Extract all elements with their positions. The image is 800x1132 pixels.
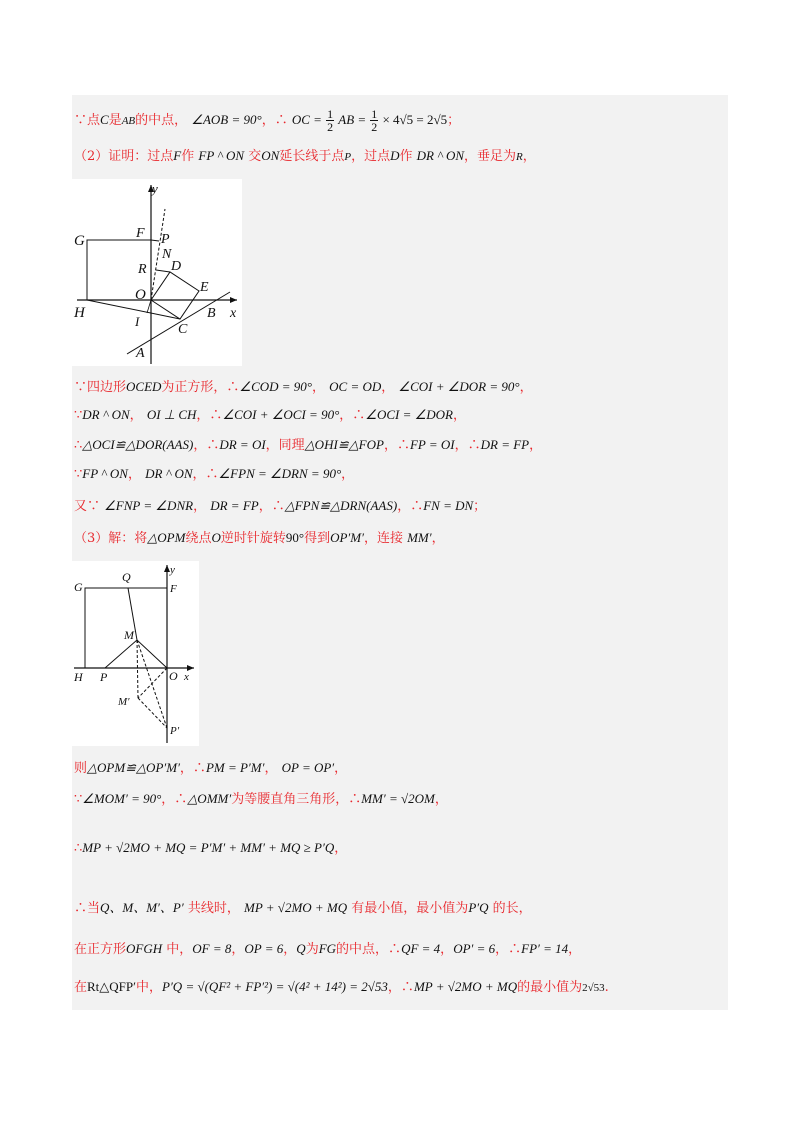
text-line5-k: ， bbox=[529, 438, 543, 453]
text-line5-h: FP = OI bbox=[409, 437, 455, 452]
text-fig2-labels-0: y bbox=[170, 564, 175, 576]
text-line13-d: OF = 8 bbox=[192, 941, 232, 956]
text-line6-d: DR ^ ON bbox=[145, 466, 193, 481]
line-14 bbox=[74, 977, 609, 998]
text-line9-f: OP = OP′ bbox=[281, 760, 335, 775]
text-line3-d: ∠COD = 90° bbox=[239, 379, 312, 394]
text-fig1-labels-7: E bbox=[200, 280, 209, 295]
text-line3-e: ， bbox=[312, 380, 326, 395]
text-line14-f: MP + √2MO + MQ bbox=[413, 979, 518, 994]
text-line5-c: ，∴ bbox=[193, 438, 220, 453]
text-line7-b: ∠FNP = ∠DNR bbox=[104, 498, 194, 513]
text-fig2-labels-9: M′ bbox=[118, 696, 130, 708]
text-line3-h: ∠COI + ∠DOR = 90° bbox=[398, 379, 520, 394]
text-line14-i: . bbox=[604, 980, 609, 995]
text-line3-b: OCED bbox=[126, 379, 162, 394]
text-line4-h: ∠OCI = ∠DOR bbox=[365, 407, 453, 422]
text-line2-l: DR ^ ON bbox=[416, 148, 464, 163]
text-line9-g: ， bbox=[334, 761, 348, 776]
text-line2-a: （2）证明：过点 bbox=[74, 149, 174, 164]
text-fig1-labels-0: y bbox=[152, 181, 158, 196]
text-line7-f: △FPN≌△DRN(AAS) bbox=[284, 498, 398, 513]
text-fig1-labels-8: O bbox=[135, 287, 146, 303]
line-3 bbox=[74, 377, 533, 398]
text-line13-k: 的中点，∴ bbox=[336, 942, 402, 957]
text-fig2-labels-5: H bbox=[74, 670, 83, 684]
text-line2-e: 交 bbox=[248, 149, 262, 164]
text-line5-b: △OCI≌△DOR(AAS) bbox=[82, 437, 194, 452]
text-line2-d: FP ^ ON bbox=[198, 148, 245, 163]
text-line5-g: ，∴ bbox=[383, 438, 410, 453]
text-line7-d: DR = FP bbox=[210, 498, 259, 513]
text-line5-a: ∴ bbox=[74, 438, 83, 453]
text-line4-i: ， bbox=[452, 408, 466, 423]
text-line1-f: ∠AOB = 90° bbox=[191, 112, 262, 127]
text-line5-e: ，同理 bbox=[265, 438, 305, 453]
text-line9-d: PM = P′M′ bbox=[205, 760, 265, 775]
text-line7-c: ， bbox=[193, 499, 207, 514]
text-line2-n: R bbox=[516, 151, 523, 163]
text-line3-g: ， bbox=[381, 380, 395, 395]
text-line11-a: ∴ bbox=[74, 841, 83, 856]
text-line8-j: MM′ bbox=[407, 530, 432, 545]
text-line3-i: ， bbox=[519, 380, 533, 395]
text-line1-d: AB bbox=[121, 115, 136, 127]
line-2 bbox=[74, 146, 536, 167]
text-line14-b: Rt△QFP′ bbox=[87, 979, 136, 994]
text-line4-a: ∵ bbox=[74, 408, 83, 423]
text-fig2-labels-7: O bbox=[169, 669, 178, 683]
text-fig1-labels-12: x bbox=[230, 306, 237, 321]
text-line12-e: 有最小值，最小值为 bbox=[351, 901, 469, 916]
text-line13-m: ， bbox=[440, 942, 454, 957]
text-line9-c: ，∴ bbox=[179, 761, 206, 776]
text-fig2-labels-6: P bbox=[100, 670, 108, 684]
text-line6-e: ，∴ bbox=[192, 467, 219, 482]
text-fig2-labels-10: P′ bbox=[170, 725, 180, 737]
text-line8-f: 90° bbox=[285, 530, 305, 545]
line-13 bbox=[74, 939, 581, 960]
text-fig1-labels-11: B bbox=[207, 306, 216, 321]
text-fig1-labels-1: G bbox=[74, 233, 85, 249]
line-1 bbox=[74, 108, 460, 133]
text-line4-e: ，∴ bbox=[196, 408, 223, 423]
text-line14-c: 中， bbox=[136, 980, 163, 995]
text-line2-f: ON bbox=[261, 148, 280, 163]
text-line6-b: FP ^ ON bbox=[82, 466, 128, 481]
text-line8-d: O bbox=[211, 530, 221, 545]
text-line2-g: 延长线于点 bbox=[279, 149, 345, 164]
text-line13-g: ， bbox=[283, 942, 297, 957]
line-5 bbox=[74, 435, 542, 456]
text-line8-b: △OPM bbox=[147, 530, 186, 545]
text-line8-c: 绕点 bbox=[185, 531, 212, 546]
text-line12-g: 的长， bbox=[492, 901, 532, 916]
text-fig1-labels-4: N bbox=[162, 247, 172, 262]
text-line3-c: 为正方形，∴ bbox=[161, 380, 240, 395]
fraction-half-2 bbox=[370, 108, 378, 133]
text-line5-j: DR = FP bbox=[480, 437, 530, 452]
text-line13-c: 中， bbox=[166, 942, 193, 957]
text-line1-m: ； bbox=[447, 113, 461, 128]
text-line6-c: ， bbox=[127, 467, 141, 482]
text-line10-d: △OMM′ bbox=[187, 791, 232, 806]
text-line14-d: P′Q = √(QF² + FP′²) = √(4² + 14²) = 2√53 bbox=[162, 979, 388, 994]
text-fig2-labels-4: M bbox=[124, 628, 134, 642]
text-line1-i_num: 1 bbox=[327, 107, 334, 121]
text-line4-b: DR ^ ON bbox=[82, 407, 130, 422]
text-fig2-labels-1: Q bbox=[122, 570, 131, 584]
text-fig1-labels-3: P bbox=[161, 232, 170, 247]
text-line13-p: FP′ = 14 bbox=[521, 941, 569, 956]
text-line12-b: Q、M、M′、P′ bbox=[100, 900, 184, 915]
figure-1 bbox=[72, 179, 242, 366]
text-line3-f: OC = OD bbox=[329, 379, 382, 394]
text-line8-i: ，连接 bbox=[363, 531, 403, 546]
text-line12-f: P′Q bbox=[468, 900, 489, 915]
text-line14-h: 2√53 bbox=[582, 982, 605, 994]
text-line3-a: ∵四边形 bbox=[74, 380, 127, 395]
text-line2-m: ，垂足为 bbox=[464, 149, 517, 164]
text-fig2-labels-8: x bbox=[184, 671, 189, 683]
text-line11-c: ， bbox=[334, 841, 348, 856]
text-line12-d: MP + √2MO + MQ bbox=[244, 900, 348, 915]
text-line4-f: ∠COI + ∠OCI = 90° bbox=[222, 407, 340, 422]
text-line1-g: ，∴ bbox=[261, 113, 288, 128]
text-line1-e: 的中点， bbox=[135, 113, 188, 128]
text-line13-o: ，∴ bbox=[495, 942, 522, 957]
text-line13-b: OFGH bbox=[126, 941, 163, 956]
line-11 bbox=[74, 838, 347, 859]
text-line1-l: × 4√5 = 2√5 bbox=[382, 112, 448, 127]
text-line9-b: △OPM≌△OP′M′ bbox=[87, 760, 180, 775]
text-line1-h: OC = bbox=[291, 112, 322, 127]
text-line1-k_num: 1 bbox=[371, 107, 378, 121]
text-line2-b: F bbox=[173, 148, 182, 163]
line-7 bbox=[74, 496, 486, 517]
text-line13-a: 在正方形 bbox=[74, 942, 127, 957]
text-line6-f: ∠FPN = ∠DRN = 90° bbox=[218, 466, 342, 481]
text-line2-c: 作 bbox=[181, 149, 195, 164]
text-fig2-labels-2: G bbox=[74, 580, 83, 594]
text-line10-a: ∵ bbox=[74, 792, 83, 807]
text-line8-k: ， bbox=[431, 531, 445, 546]
text-line1-c: 是 bbox=[108, 113, 122, 128]
line-9 bbox=[74, 758, 347, 779]
fraction-half-1 bbox=[326, 108, 334, 133]
text-line9-e: ， bbox=[264, 761, 278, 776]
text-line12-c: 共线时， bbox=[187, 901, 240, 916]
text-line2-i: ，过点 bbox=[351, 149, 391, 164]
text-line7-g: ，∴ bbox=[397, 499, 424, 514]
text-line10-b: ∠MOM′ = 90° bbox=[82, 791, 162, 806]
text-line1-k_den: 2 bbox=[371, 120, 378, 134]
text-line14-g: 的最小值为 bbox=[517, 980, 583, 995]
text-fig1-labels-13: C bbox=[178, 322, 188, 337]
text-line13-f: OP = 6 bbox=[244, 941, 284, 956]
text-line14-a: 在 bbox=[74, 980, 88, 995]
text-line10-c: ，∴ bbox=[161, 792, 188, 807]
text-line1-a: ∵点 bbox=[74, 113, 101, 128]
text-line5-d: DR = OI bbox=[219, 437, 266, 452]
text-line13-n: OP′ = 6 bbox=[453, 941, 496, 956]
text-line8-a: （3）解：将 bbox=[74, 531, 148, 546]
text-line11-b: MP + √2MO + MQ = P′M′ + MM′ + MQ ≥ P′Q bbox=[82, 840, 335, 855]
text-fig1-labels-9: H bbox=[74, 305, 85, 321]
text-fig2-labels-3: F bbox=[170, 583, 177, 595]
text-line2-h: P bbox=[344, 151, 352, 163]
line-12 bbox=[74, 898, 532, 919]
text-line6-g: ， bbox=[341, 467, 355, 482]
text-line10-f: MM′ = √2OM bbox=[361, 791, 435, 806]
line-8 bbox=[74, 528, 445, 549]
text-line1-b: C bbox=[100, 112, 109, 127]
figure-2 bbox=[72, 561, 199, 746]
text-line10-g: ， bbox=[434, 792, 448, 807]
text-line7-h: FN = DN bbox=[423, 498, 474, 513]
text-line12-a: ∴当 bbox=[74, 901, 101, 916]
text-line7-e: ，∴ bbox=[258, 499, 285, 514]
text-line9-a: 则 bbox=[74, 761, 88, 776]
text-line13-i: 为 bbox=[305, 942, 319, 957]
text-line14-e: ，∴ bbox=[387, 980, 414, 995]
text-line1-i_den: 2 bbox=[327, 120, 334, 134]
text-fig1-labels-2: F bbox=[136, 226, 145, 241]
text-line7-i: ； bbox=[473, 499, 487, 514]
text-fig1-labels-10: I bbox=[135, 314, 140, 329]
text-line6-a: ∵ bbox=[74, 467, 83, 482]
text-line10-e: 为等腰直角三角形，∴ bbox=[231, 792, 362, 807]
text-line13-q: ， bbox=[568, 942, 582, 957]
line-6 bbox=[74, 464, 354, 485]
text-line7-a: 又∵ bbox=[74, 499, 101, 514]
text-fig1-labels-6: D bbox=[171, 259, 182, 274]
line-4 bbox=[74, 405, 466, 426]
text-line4-d: OI ⊥ CH bbox=[146, 407, 197, 422]
text-line2-k: 作 bbox=[399, 149, 413, 164]
text-line2-j: D bbox=[390, 148, 400, 163]
text-line8-e: 逆时针旋转 bbox=[220, 531, 286, 546]
text-line13-e: ， bbox=[231, 942, 245, 957]
text-line4-g: ，∴ bbox=[339, 408, 366, 423]
text-line8-h: OP′M′ bbox=[330, 530, 364, 545]
text-line2-o: ， bbox=[522, 149, 536, 164]
text-line13-j: FG bbox=[318, 941, 337, 956]
text-line5-i: ，∴ bbox=[454, 438, 481, 453]
text-line5-f: △OHI≌△FOP bbox=[304, 437, 384, 452]
text-line13-l: QF = 4 bbox=[401, 941, 441, 956]
line-10 bbox=[74, 789, 448, 810]
text-line13-h: Q bbox=[296, 941, 306, 956]
text-line4-c: ， bbox=[129, 408, 143, 423]
text-fig1-labels-5: R bbox=[138, 262, 147, 277]
text-fig1-labels-14: A bbox=[136, 346, 145, 361]
text-line8-g: 得到 bbox=[304, 531, 331, 546]
text-line1-j: AB = bbox=[338, 112, 367, 127]
